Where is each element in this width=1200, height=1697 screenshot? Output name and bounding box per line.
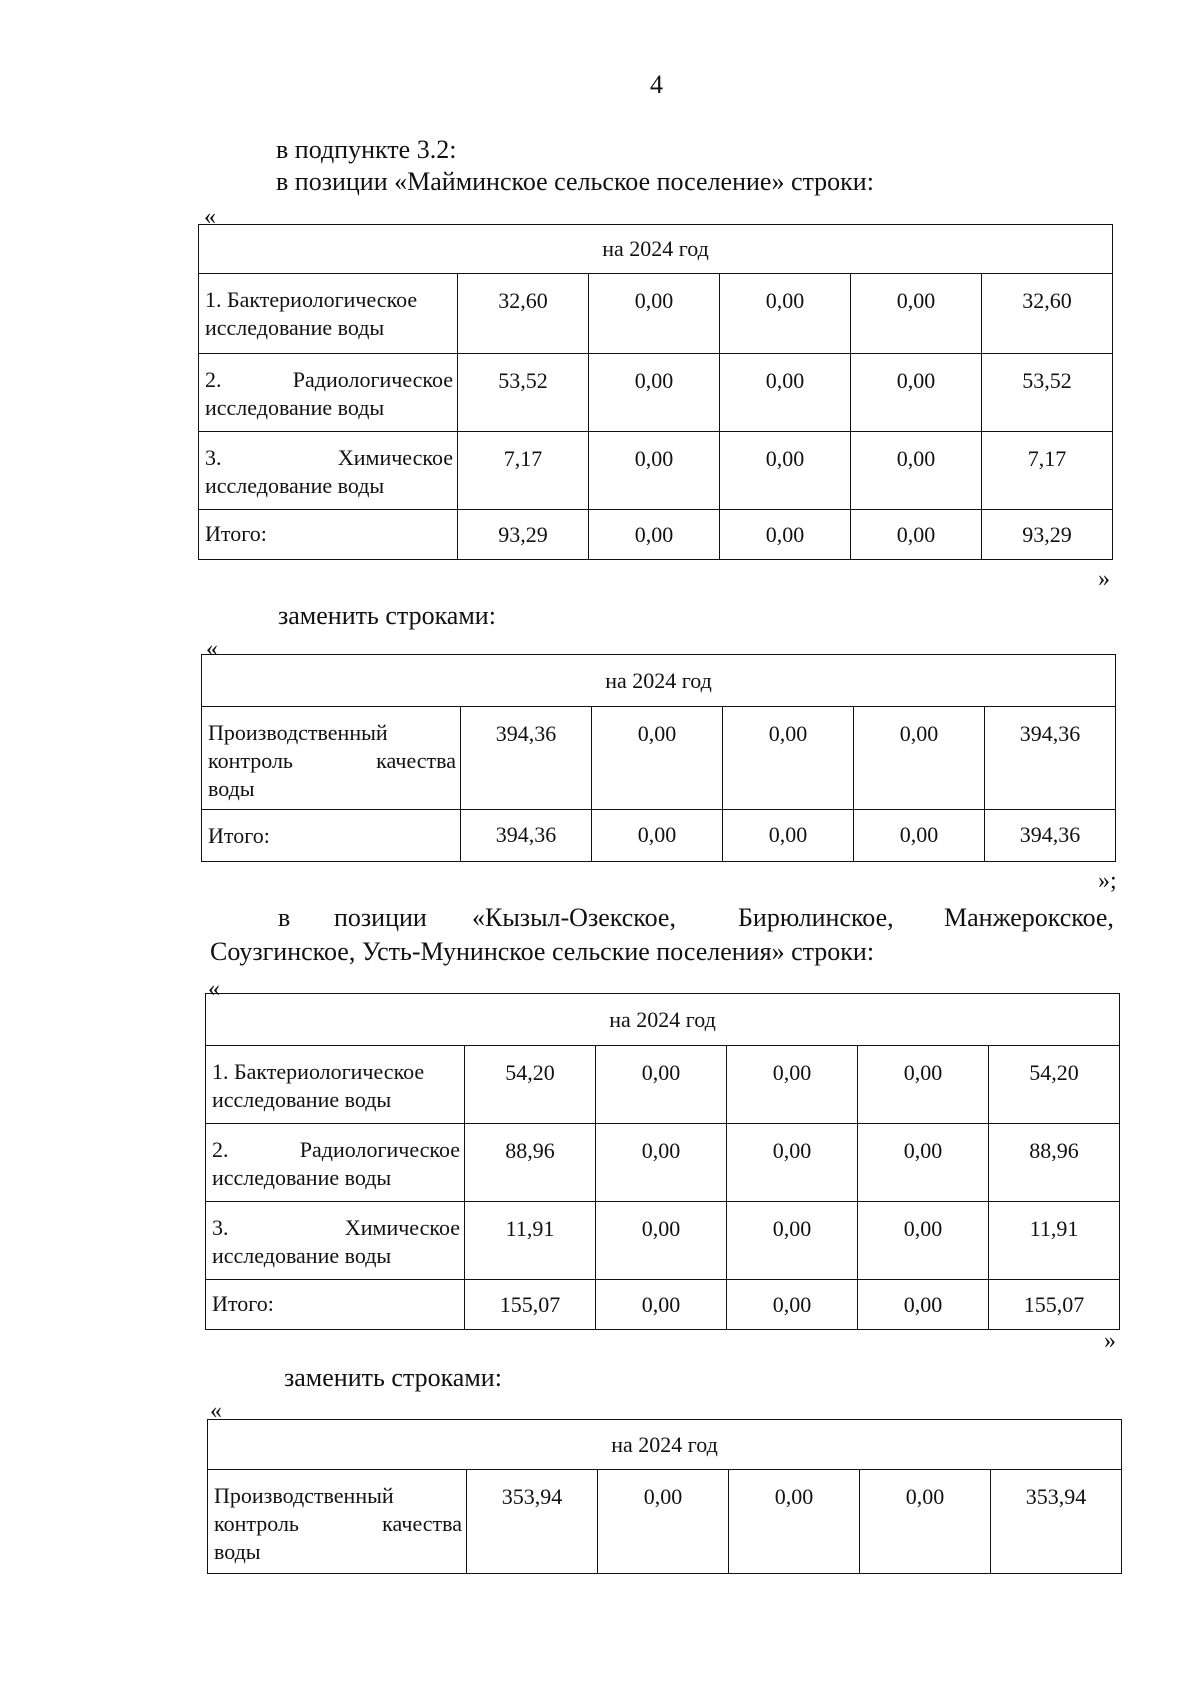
value-cell: 0,00 [720,274,851,354]
value-cell: 54,20 [465,1046,596,1124]
value-cell: 394,36 [985,810,1116,862]
table-row [199,354,1113,432]
row-name-line [205,366,453,394]
value-cell: 0,00 [589,354,720,432]
table-1-header: на 2024 год [199,225,1113,274]
table-2-header: на 2024 год [202,655,1116,707]
row-name-cell [199,432,458,510]
value-cell: 0,00 [598,1470,729,1574]
table-3-header: на 2024 год [206,994,1120,1046]
row-name-word: Радиологическое [299,1137,460,1162]
table-4 [207,1419,1122,1574]
replace-label: заменить строками: [284,1363,502,1392]
table-row-total [202,810,1116,862]
row-name-cell [206,1202,465,1280]
value-cell: 0,00 [720,510,851,560]
row-name-line: Производственный [208,720,388,745]
row-name-word: контроль [208,748,293,773]
row-name-line: Производственный [214,1483,394,1508]
value-cell: 32,60 [458,274,589,354]
value-cell: 0,00 [851,510,982,560]
row-number: 3. [212,1215,229,1240]
value-cell: 93,29 [458,510,589,560]
value-cell: 11,91 [989,1202,1120,1280]
row-name-line [208,747,456,775]
value-cell: 353,94 [991,1470,1122,1574]
row-number: 3. [205,445,222,470]
section2-word: Бирюлинское, [738,903,894,932]
value-cell: 0,00 [596,1202,727,1280]
value-cell: 0,00 [858,1202,989,1280]
row-name-line: исследование воды [212,1087,392,1112]
page-number: 4 [650,70,663,99]
value-cell: 0,00 [592,810,723,862]
row-name-line [212,1214,460,1242]
row-name-line: исследование воды [205,395,385,420]
row-number: 2. [212,1137,229,1162]
row-name-word: качества [376,748,456,773]
value-cell: 394,36 [461,810,592,862]
intro-line-1: в подпункте 3.2: [276,135,457,164]
value-cell: 53,52 [982,354,1113,432]
total-label: Итого: [206,1280,465,1330]
row-name-line: 1. Бактериологическое [205,287,418,312]
section2-word: позиции [334,903,427,932]
row-name-cell [208,1470,467,1574]
value-cell: 0,00 [858,1046,989,1124]
value-cell: 0,00 [854,707,985,810]
table-4-header: на 2024 год [208,1420,1122,1470]
value-cell: 0,00 [851,354,982,432]
open-quote: « [206,636,218,662]
close-quote: » [1098,566,1110,592]
value-cell: 0,00 [858,1124,989,1202]
table-2 [201,654,1116,862]
value-cell: 88,96 [465,1124,596,1202]
row-name-word: Радиологическое [292,367,453,392]
row-name-line: исследование воды [205,315,385,340]
value-cell: 0,00 [596,1280,727,1330]
row-name-line: 1. Бактериологическое [212,1059,425,1084]
value-cell: 0,00 [727,1280,858,1330]
table-row [206,1202,1120,1280]
row-name-word: Химическое [337,445,453,470]
row-name-line: воды [214,1539,261,1564]
row-name-line: исследование воды [205,473,385,498]
table-row-total [199,510,1113,560]
value-cell: 93,29 [982,510,1113,560]
section2-word: Манжерокское, [944,903,1114,932]
value-cell: 0,00 [589,432,720,510]
value-cell: 53,52 [458,354,589,432]
table-row [202,707,1116,810]
value-cell: 0,00 [860,1470,991,1574]
table-row-total [206,1280,1120,1330]
value-cell: 0,00 [589,510,720,560]
value-cell: 0,00 [727,1124,858,1202]
value-cell: 0,00 [720,354,851,432]
row-number: 2. [205,367,222,392]
value-cell: 155,07 [465,1280,596,1330]
row-name-line [214,1510,462,1538]
value-cell: 11,91 [465,1202,596,1280]
value-cell: 0,00 [596,1046,727,1124]
value-cell: 0,00 [589,274,720,354]
row-name-line [205,444,453,472]
close-quote-semicolon: »; [1098,868,1117,894]
row-name-cell [206,1124,465,1202]
row-name-cell [202,707,461,810]
value-cell: 0,00 [720,432,851,510]
row-name-word: Химическое [344,1215,460,1240]
row-name-line: исследование воды [212,1165,392,1190]
value-cell: 0,00 [851,432,982,510]
value-cell: 0,00 [723,707,854,810]
section2-word: в [278,903,291,932]
table-row [199,274,1113,354]
value-cell: 0,00 [596,1124,727,1202]
close-quote: » [1104,1328,1116,1354]
value-cell: 0,00 [723,810,854,862]
row-name-cell [199,274,458,354]
value-cell: 0,00 [727,1046,858,1124]
value-cell: 0,00 [854,810,985,862]
value-cell: 0,00 [858,1280,989,1330]
value-cell: 32,60 [982,274,1113,354]
intro-line-2: в позиции «Майминское сельское поселение» строки: [276,167,874,196]
value-cell: 0,00 [851,274,982,354]
row-name-line [212,1136,460,1164]
table-row [199,432,1113,510]
value-cell: 394,36 [461,707,592,810]
value-cell: 353,94 [467,1470,598,1574]
row-name-line: исследование воды [212,1243,392,1268]
table-1 [198,224,1113,560]
open-quote: « [210,1398,222,1424]
value-cell: 54,20 [989,1046,1120,1124]
row-name-word: контроль [214,1511,299,1536]
row-name-word: качества [382,1511,462,1536]
section2-line-2: Соузгинское, Усть-Мунинское сельские поселения» строки: [210,937,875,966]
replace-label: заменить строками: [278,601,496,630]
table-3 [205,993,1120,1330]
row-name-cell [206,1046,465,1124]
total-label: Итого: [202,810,461,862]
table-row [206,1124,1120,1202]
value-cell: 0,00 [729,1470,860,1574]
open-quote: « [208,976,220,1002]
value-cell: 155,07 [989,1280,1120,1330]
value-cell: 394,36 [985,707,1116,810]
value-cell: 7,17 [982,432,1113,510]
value-cell: 0,00 [727,1202,858,1280]
value-cell: 0,00 [592,707,723,810]
row-name-cell [199,354,458,432]
value-cell: 7,17 [458,432,589,510]
table-row [208,1470,1122,1574]
section2-word: «Кызыл-Озекское, [472,903,676,932]
table-row [206,1046,1120,1124]
value-cell: 88,96 [989,1124,1120,1202]
open-quote: « [204,204,216,230]
row-name-line: воды [208,776,255,801]
total-label: Итого: [199,510,458,560]
